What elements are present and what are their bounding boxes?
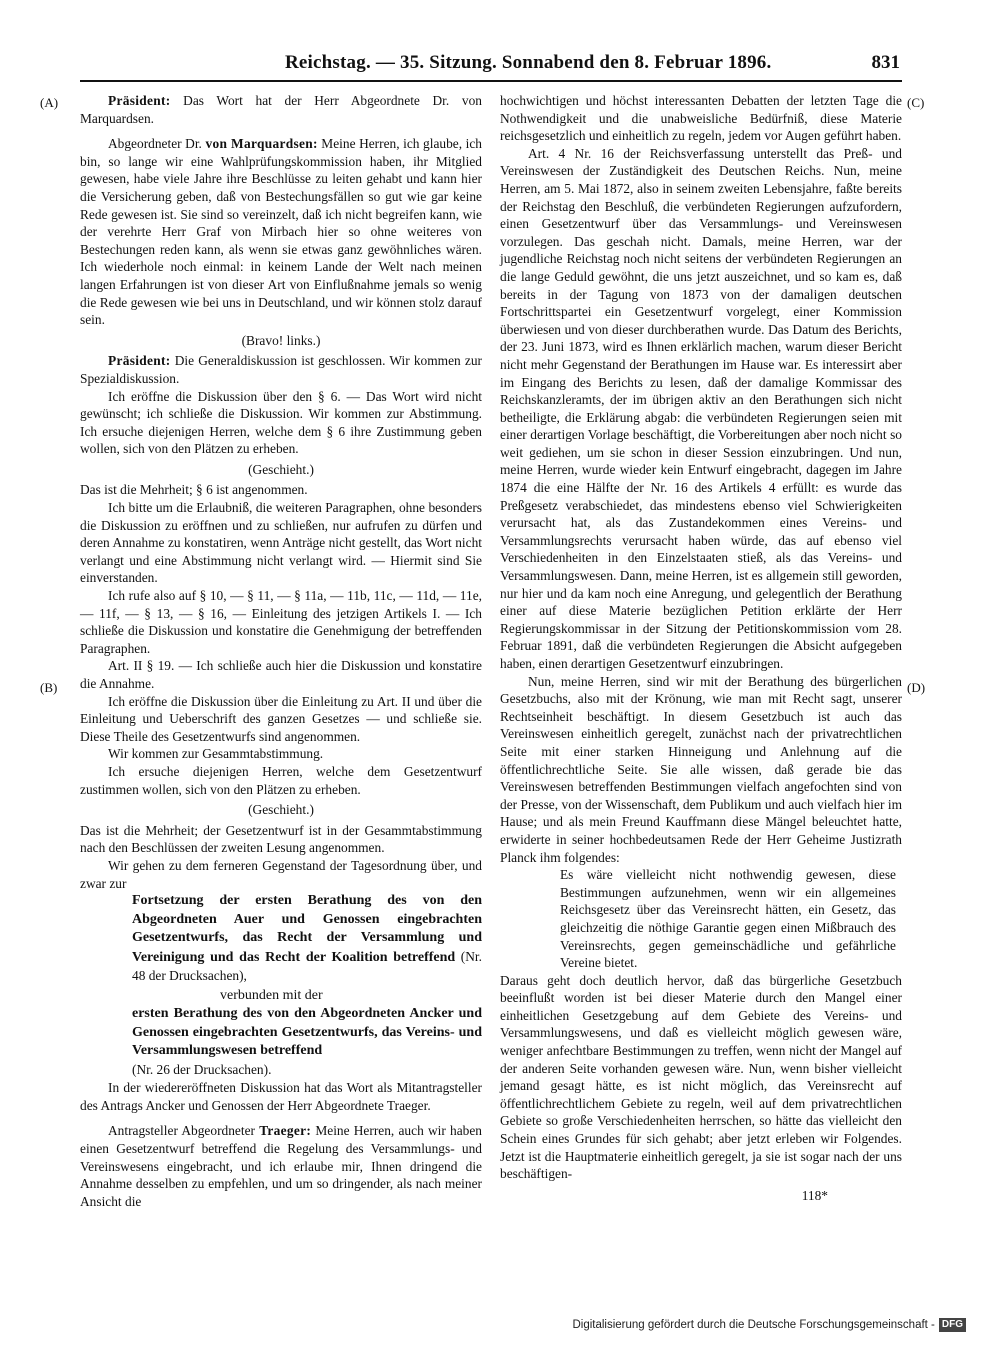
paragraph: hochwichtigen und höchst interessanten Debatten der letzten Tage die Nothwendigkeit und die unabweisliche Bedürfniß, diese Materie reichsgesetzlich und einheitlich zu regeln, jedem vor Augen geführt haben.	[500, 93, 902, 144]
paragraph: Das ist die Mehrheit; der Gesetzentwurf ist in der Gesammtabstimmung nach den Beschlüssen der zweiten Lesung angenommen.	[80, 822, 482, 856]
interjection: (Geschieht.)	[248, 461, 314, 477]
paragraph: Art. 4 Nr. 16 der Reichsverfassung unterstellt das Preß- und Vereinswesen der Zuständigkeit des Deutschen Reichs. Nun, meine Herren, am 5. Mai 1872, also in seinem zweiten Lebensjahre, faßte bereits der Reichstag den Beschluß, die verbündeten Regierungen aufzufordern, einen Gesetzentwurf über das Versammlungs- und Vereinswesen vorzulegen. Das geschah nicht. Damals, meine Herren, war der jugendliche Reichstag noch nicht seitens der verbündeten Regierungen an die lange Geduld gewöhnt, die uns jetzt auszeichnet, und so kam es, daß bereits in der Tagung von 1873 von der damaligen deutschen Fortschrittspartei ein Gesetzentwurf vorgelegt, einer Kommission überwiesen und von dieser durchberathen wurde. Das Datum des Berichts, der 23. Juni 1873, wird es Ihnen erklärlich machen, warum dieser Bericht nicht mehr Gegenstand der Berathungen im Hause war. Es interessirt aber im Eingang des Berichts zu lesen, daß der damalige Kommissar des Reichskanzleramts, der im übrigen aktiv an den Berathungen sich nicht betheiligte, die Erklärung abgab: die verbündeten Regierungen seien mit einer derartigen Vorlage beschäftigt, die Vorbereitungen aber noch nicht so weit gediehen, um sie schon in dieser Session einzubringen. Und nun, meine Herren, wurde wieder kein Entwurf eingebracht, dagegen im Jahre 1874 die eine Hälfte der Nr. 16 des Artikels 4 erfüllt: es wurde das Preßgesetz verabschiedet, das mindestens ebenso viel Schwierigkeiten verursacht hat, als das Zustandekommen eines Vereins- und Versammlungsrechts verursacht haben würde, das auf ebenso viel Verschiedenheiten in den Einzelstaaten stieß, als das Vereins- und Versammlungswesen. Dann, meine Herren, ist es allgemein still geworden, nur hier und da kam noch eine Anregung, und gelegentlich der Berathung einer auf diese Materie bezüglichen Petition erklärte der Herr Regierungskommissar in der Sitzung der Petitionskommission vom 28. Februar 1891, daß die verbündeten Regierungen die Absicht aufgegeben haben, einen derartigen Gesetzentwurf einzubringen.	[500, 145, 902, 671]
speaker-name: Präsident:	[108, 93, 171, 108]
agenda-item-reference: (Nr. 26 der Drucksachen).	[132, 1061, 272, 1077]
paragraph: Daraus geht doch deutlich hervor, daß das bürgerliche Gesetzbuch beeinflußt worden ist bei dieser Materie durch den Mangel einer einheitlichen Gesetzgebung auf dem Gebiete des Vereins- und Versammlungswesens, und daß es vielleicht möglich gewesen wäre, weniger anfechtbare Bestimmungen zu treffen, wenn nicht der Mangel auf der anderen Seite vorhanden gewesen wäre. Nun, wenn bisher vielleicht jemand gesagt hätte, es ist nicht möglich, das Vereinsrecht auf öffentlichrechtlichem Gebiete zu regeln, weil auf dem privatrechtlichen Gebiete so große Verschiedenheiten herrschen, so hätte das vielleicht den Schein eines Grundes für sich gehabt; aber jetzt erleben wir Folgendes. Jetzt ist die Hauptmaterie einheitlich geregelt, ja sie ist sogar nach der uns beschäftigen-	[500, 972, 902, 1182]
speaker-name: von Marquardsen:	[205, 136, 318, 152]
running-title: Reichstag. — 35. Sitzung. Sonnabend den 8. Februar 1896.	[285, 52, 772, 73]
left-column	[80, 92, 482, 1210]
agenda-connector: verbunden mit der	[220, 987, 323, 1003]
paragraph: Präsident: Die Generaldiskussion ist geschlossen. Wir kommen zur Spezialdiskussion.	[80, 353, 482, 386]
interjection: (Geschieht.)	[248, 802, 314, 818]
page-number: 831	[871, 52, 900, 73]
paragraph: Wir gehen zu dem ferneren Gegenstand der Tagesordnung über, und zwar zur	[80, 857, 482, 891]
speaker-name: Traeger:	[259, 1123, 312, 1139]
paragraph: In der wiedereröffneten Diskussion hat das Wort als Mitantragsteller des Antrags Ancker und Genossen der Herr Abgeordnete Traeger.	[80, 1080, 482, 1113]
paragraph: Präsident: Das Wort hat der Herr Abgeordnete Dr. von Marquardsen.	[80, 93, 482, 126]
footer-text: Digitalisierung gefördert durch die Deutsche Forschungsgemeinschaft -	[572, 1319, 935, 1331]
interjection: (Bravo! links.)	[241, 332, 321, 348]
dfg-logo: DFG	[939, 1318, 966, 1332]
paragraph: Antragsteller Abgeordneter Traeger: Meine Herren, auch wir haben einen Gesetzentwurf betreffend die Regelung des Versammlungs- und Vereinswesens eingebracht, und ich erlaube mir, Ihnen dringend die Annahme desselben zu empfehlen, und um so dringender, als nach meiner Ansicht die	[80, 1123, 482, 1209]
right-column	[500, 92, 902, 1204]
paragraph: Abgeordneter Dr. von Marquardsen: Meine Herren, ich glaube, ich bin, so lange wir eine Wahlprüfungskommission haben, ihr Mitglied gewesen, habe viele Jahre ihre Beschlüsse zu leiten gehabt und kann hier die Versicherung geben, daß von Bestechungsfällen so gut wie gar keine Rede gewesen ist. Sie sind so vereinzelt, daß ich nicht begreifen kann, wie der verehrte Herr Graf von Mirbach hier so ohne weiteres von Bestechungen reden kann, als wenn sie etwas ganz gewöhnliches wären. Ich wiederhole noch einmal: in keinem Lande der Welt nach meinen langen Erfahrungen ist von dieser Art von Einflußnahme jemals so wenig die Rede gewesen wie bei uns in Deutschland, und wir können stolz darauf sein.	[80, 136, 482, 328]
paragraph: Wir kommen zur Gesammtabstimmung.	[108, 746, 324, 762]
paragraph: Art. II § 19. — Ich schließe auch hier die Diskussion und konstatire die Annahme.	[80, 658, 482, 691]
margin-mark-a: (A)	[40, 95, 59, 110]
paragraph: Ich rufe also auf § 10, — § 11, — § 11a, — 11b, 11c, — 11d, — 11e, — 11f, — § 13, — § 16, — Einleitung des jetzigen Artikels I. — Ich schließe die Diskussion und konstatire die Genehmigung der betreffenden Paragraphen.	[80, 588, 482, 656]
sheet-signature: 118*	[801, 1188, 828, 1204]
paragraph: Nun, meine Herren, sind wir mit der Berathung des bürgerlichen Gesetzbuchs, also mit der Krönung, wie man mit Recht sagt, unserer Rechtseinheit beschäftigt. In diesem Gesetzbuch ist auch das Vereinswesen einheitlich geregelt, zunächst nach der privatrechtlichen Seite mit einer starken Hinneigung und Anlehnung auf die öffentlichrechtliche Seite. Sie alle wissen, daß gerade bie das Vereinswesen betreffenden Bestimmungen vielfach angefochten sind von der Presse, von der Wissenschaft, dem Publikum und auch vielfach hier im Hause; und als mein Freund Kauffmann diese Mängel beleuchtet hatte, erwiderte in seiner hochbedeutsamen Rede der Herr Geheime Justizrath Planck ihm folgendes:	[500, 673, 902, 865]
paragraph: Ich eröffne die Diskussion über die Einleitung zu Art. II und über die Einleitung und Ueberschrift des ganzen Gesetzes — und schließe sie. Diese Theile des Gesetzentwurfs sind angenommen.	[80, 693, 482, 744]
paragraph: Ich bitte um die Erlaubniß, die weiteren Paragraphen, ohne besonders die Diskussion zu eröffnen und zu schließen, nur aufrufen zu dürfen und deren Annahme zu konstatiren, wenn Anträge nicht gestellt, das Wort nicht verlangt und eine Abstimmung nicht verlangt wird. — Hiermit sind Sie einverstanden.	[80, 500, 482, 586]
agenda-item-title: ersten Berathung des von den Abgeordneten Ancker und Genossen eingebrachten Gesetzentwurfs, das Vereins- und Versammlungswesen betreffend	[132, 1006, 482, 1059]
margin-mark-d: (D)	[907, 680, 926, 695]
agenda-item-title: Fortsetzung der ersten Berathung des von den Abgeordneten Auer und Genossen eingebrachten Gesetzentwurfs, das Recht der Versammlung und Vereinigung und das Recht der Koalition betreffend (Nr. 48 der Drucksachen),	[132, 893, 482, 984]
block-quote: Es wäre vielleicht nicht nothwendig gewesen, diese Bestimmungen aufzunehmen, wenn wir ein allgemeines Reichsgesetz über das Vereinsrecht hätten, ein Gesetz, das gleichzeitig die nöthige Garantie gegen einen Mißbrauch des Vereinsrechts, gegen gemeinschädliche und gefährliche Vereine bietet.	[560, 867, 896, 971]
margin-mark-c: (C)	[907, 95, 925, 110]
paragraph: Ich ersuche diejenigen Herren, welche dem Gesetzentwurf zustimmen wollen, sich von den Plätzen zu erheben.	[80, 763, 482, 797]
margin-mark-b: (B)	[40, 680, 58, 695]
running-header	[80, 50, 902, 82]
paragraph: Ich eröffne die Diskussion über den § 6. — Das Wort wird nicht gewünscht; ich schließe die Diskussion. Wir kommen zur Abstimmung. Ich ersuche diejenigen Herren, welche dem § 6 ihre Zustimmung geben wollen, sich von den Plätzen zu erheben.	[80, 388, 482, 457]
paragraph: Das ist die Mehrheit; § 6 ist angenommen.	[80, 482, 308, 498]
speaker-name: Präsident:	[108, 353, 171, 369]
digitization-footer	[572, 1318, 966, 1332]
